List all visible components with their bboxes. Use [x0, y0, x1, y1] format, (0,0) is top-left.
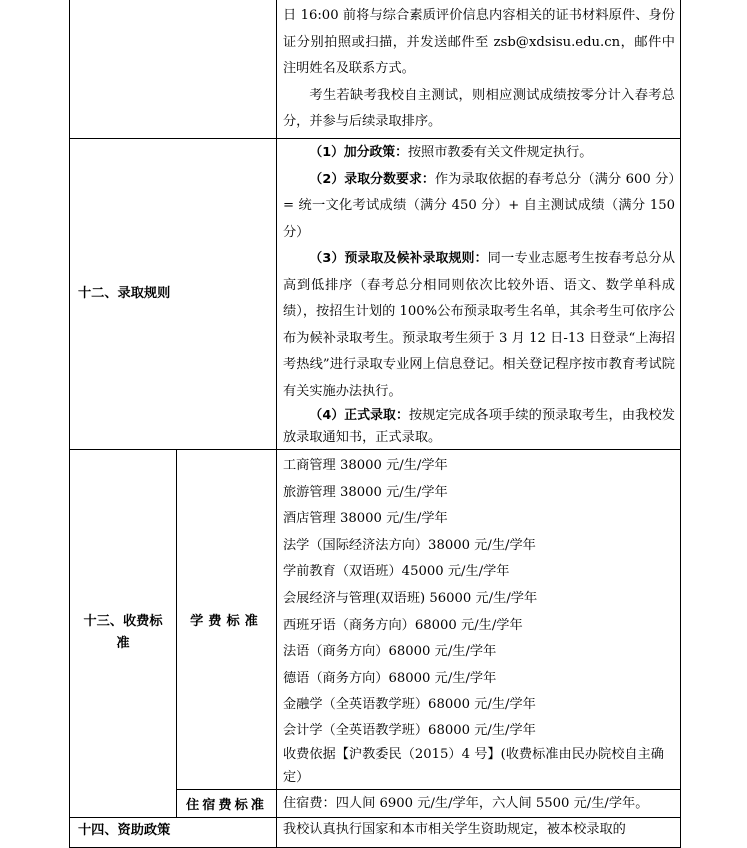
- tuition-item: 德语（商务方向）68000 元/生/学年: [283, 670, 497, 686]
- rule-item-3: （3）预录取及候补录取规则：同一专业志愿考生按春考总分从高到低排序（春考总分相同则依次比较外语、语文、数学单科成绩），按招生计划的 100%公布预录取考生名单，其余考生可依序公布为候补录取考生。预录取考生须于 3 月 12 日-13 日登录“上海招考热线”进行录取专业网上信息登记。相关登记程序按市教育考试院有关实施办法执行。: [283, 251, 676, 399]
- section-12-content: [277, 139, 681, 450]
- row-continuation: [70, 0, 681, 139]
- financial-aid-text: 我校认真执行国家和本市相关学生资助规定，被本校录取的: [283, 821, 626, 837]
- lodging-label: 住宿费标准: [177, 789, 277, 817]
- tuition-item: 旅游管理 38000 元/生/学年: [283, 484, 448, 500]
- tuition-content: [277, 450, 681, 790]
- tuition-item: 西班牙语（商务方向）68000 元/生/学年: [283, 617, 523, 633]
- admissions-table: [69, 0, 681, 848]
- tuition-item: 学前教育（双语班）45000 元/生/学年: [283, 564, 510, 580]
- fee-basis-text: 收费依据【沪教委民（2015）4 号】(收费标准由民办院校自主确定）: [283, 746, 664, 785]
- rule-item-2: （2）录取分数要求：作为录取依据的春考总分（满分 600 分）= 统一文化考试成绩（满分 450 分）+ 自主测试成绩（满分 150 分）: [283, 171, 676, 240]
- tuition-item: 金融学（全英语教学班）68000 元/生/学年: [283, 697, 536, 713]
- tuition-item: 法语（商务方向）68000 元/生/学年: [283, 644, 497, 660]
- tuition-item: 会展经济与管理(双语班) 56000 元/生/学年: [283, 590, 538, 606]
- section-14-label: 十四、资助政策: [70, 817, 277, 847]
- row-admission-rules: [70, 139, 681, 450]
- lodging-text: 住宿费：四人间 6900 元/生/学年，六人间 5500 元/生/学年。: [283, 795, 649, 811]
- row-continuation-label-cell: [70, 0, 277, 139]
- rule-item-4: （4）正式录取：按规定完成各项手续的预录取考生，由我校发放录取通知书，正式录取。: [283, 408, 675, 445]
- tuition-label: 学费标准: [177, 450, 277, 790]
- tuition-item: 酒店管理 38000 元/生/学年: [283, 511, 448, 527]
- row-continuation-content: [277, 0, 681, 139]
- section-13-label: 十三、收费标准: [70, 450, 177, 818]
- tuition-item: 会计学（全英语教学班）68000 元/生/学年: [283, 722, 536, 738]
- section-12-label: 十二、录取规则: [70, 139, 277, 450]
- tuition-item: 法学（国际经济法方向）38000 元/生/学年: [283, 537, 536, 553]
- row-fees-tuition: [70, 450, 681, 790]
- continuation-paragraph-1: 日 16:00 前将与综合素质评价信息内容相关的证书材料原件、身份证分别拍照或扫描，并发送邮件至 zsb@xdsisu.edu.cn，邮件中注明姓名及联系方式。: [283, 8, 675, 76]
- tuition-item: 工商管理 38000 元/生/学年: [283, 458, 448, 473]
- rule-item-1: （1）加分政策：按照市教委有关文件规定执行。: [309, 145, 593, 160]
- continuation-paragraph-2: 考生若缺考我校自主测试，则相应测试成绩按零分计入春考总分，并参与后续录取排序。: [283, 87, 675, 129]
- lodging-content: [277, 789, 681, 817]
